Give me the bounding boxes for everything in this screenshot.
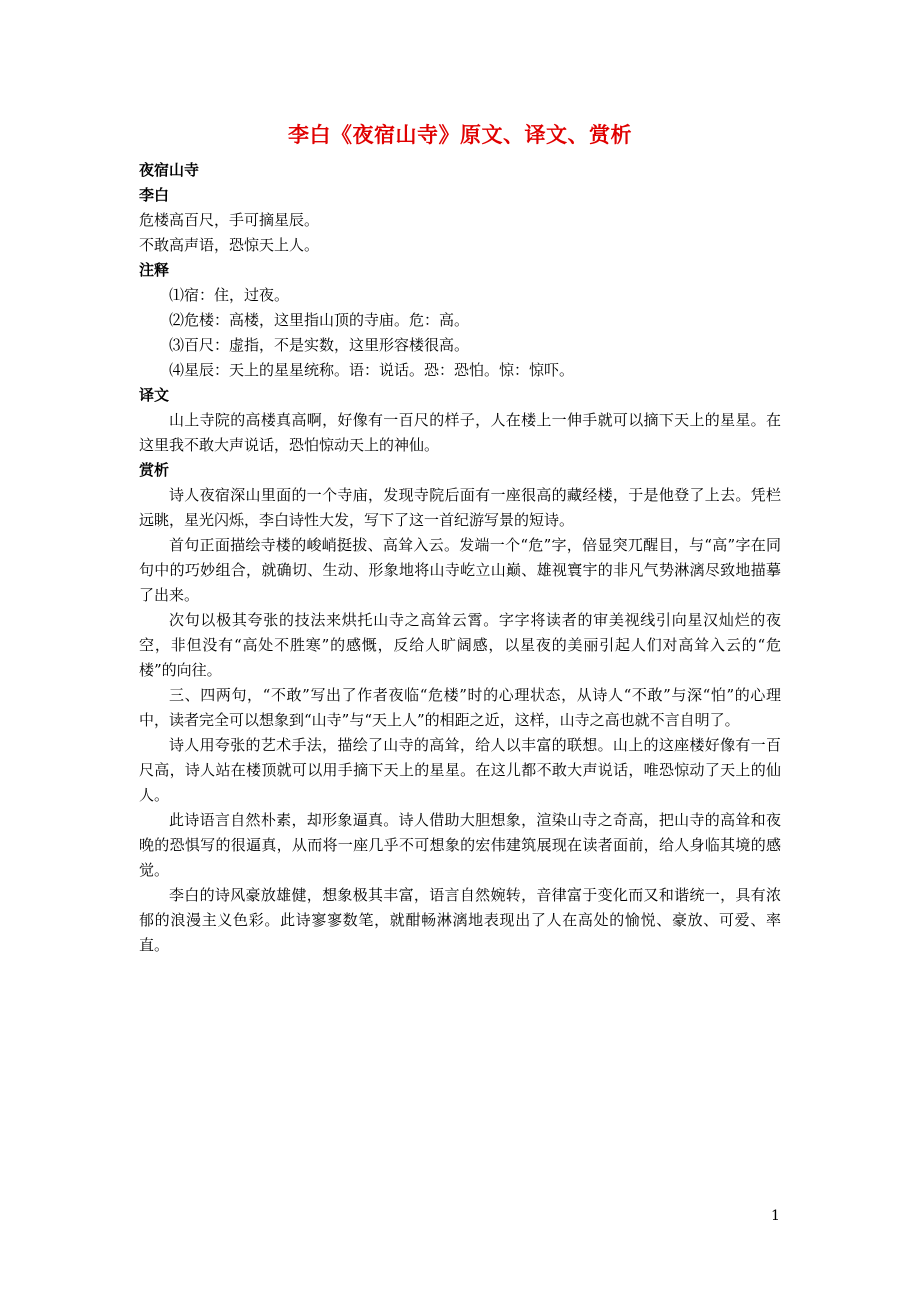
note-item: ⑴宿：住，过夜。 bbox=[169, 286, 290, 304]
appreciation-paragraph: 三、四两句，“不敢”写出了作者夜临“危楼”时的心理状态，从诗人“不敢”与深“怕”的心理中，读者完全可以想象到“山寺”与“天上人”的相距之近，这样，山寺之高也就不言自明了。 bbox=[139, 686, 781, 729]
appreciation-paragraph: 李白的诗风豪放雄健，想象极其丰富，语言自然婉转，音律富于变化而又和谐统一，具有浓郁的浪漫主义色彩。此诗寥寥数笔，就酣畅淋漓地表现出了人在高处的愉悦、豪放、可爱、率直。 bbox=[139, 886, 781, 954]
translation-paragraph: 山上寺院的高楼真高啊，好像有一百尺的样子，人在楼上一伸手就可以摘下天上的星星。在这里我不敢大声说话，恐怕惊动天上的神仙。 bbox=[139, 411, 781, 454]
translation-heading: 译文 bbox=[139, 386, 170, 404]
note-item: ⑷星辰：天上的星星统称。语：说话。恐：恐怕。惊：惊吓。 bbox=[169, 361, 575, 379]
notes-heading: 注释 bbox=[139, 261, 170, 279]
note-item: ⑵危楼：高楼，这里指山顶的寺庙。危：高。 bbox=[169, 311, 470, 329]
note-item: ⑶百尺：虚指，不是实数，这里形容楼很高。 bbox=[169, 336, 470, 354]
poem-line: 不敢高声语，恐惊天上人。 bbox=[139, 236, 320, 254]
appreciation-paragraph: 诗人夜宿深山里面的一个寺庙，发现寺院后面有一座很高的藏经楼，于是他登了上去。凭栏远眺，星光闪烁，李白诗性大发，写下了这一首纪游写景的短诗。 bbox=[139, 486, 781, 529]
document-body bbox=[139, 118, 781, 958]
appreciation-paragraph: 此诗语言自然朴素，却形象逼真。诗人借助大胆想象，渲染山寺之奇高，把山寺的高耸和夜晚的恐惧写的很逼真，从而将一座几乎不可想象的宏伟建筑展现在读者面前，给人身临其境的感觉。 bbox=[139, 811, 781, 879]
poem-author: 李白 bbox=[139, 186, 170, 204]
appreciation-heading: 赏析 bbox=[139, 461, 170, 479]
document-title: 李白《夜宿山寺》原文、译文、赏析 bbox=[288, 122, 632, 147]
appreciation-paragraph: 首句正面描绘寺楼的峻峭挺拔、高耸入云。发端一个“危”字，倍显突兀醒目，与“高”字在同句中的巧妙组合，就确切、生动、形象地将山寺屹立山巅、雄视寰宇的非凡气势淋漓尽致地描摹了出来。 bbox=[139, 536, 781, 604]
poem-title: 夜宿山寺 bbox=[139, 161, 200, 179]
appreciation-paragraph: 诗人用夸张的艺术手法，描绘了山寺的高耸，给人以丰富的联想。山上的这座楼好像有一百尺高，诗人站在楼顶就可以用手摘下天上的星星。在这儿都不敢大声说话，唯恐惊动了天上的仙人。 bbox=[139, 736, 781, 804]
page-number: 1 bbox=[771, 1208, 780, 1224]
appreciation-paragraph: 次句以极其夸张的技法来烘托山寺之高耸云霄。字字将读者的审美视线引向星汉灿烂的夜空，非但没有“高处不胜寒”的感慨，反给人旷阔感，以星夜的美丽引起人们对高耸入云的“危楼”的向往。 bbox=[139, 611, 781, 679]
poem-line: 危楼高百尺，手可摘星辰。 bbox=[139, 211, 320, 229]
